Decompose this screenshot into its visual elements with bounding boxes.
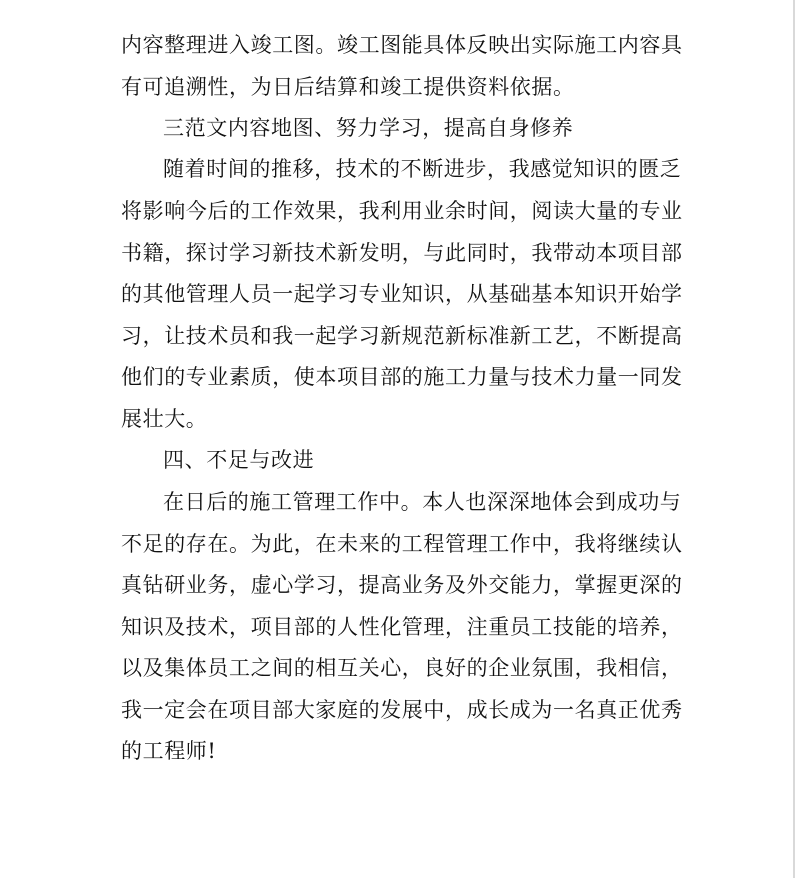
text-line: 书籍，探讨学习新技术新发明，与此同时，我带动本项目部 <box>121 241 683 265</box>
text-line: 知识及技术，项目部的人性化管理，注重员工技能的培养， <box>121 615 683 639</box>
text-line: 真钻研业务，虚心学习，提高业务及外交能力，掌握更深的 <box>121 573 683 597</box>
text-line: 随着时间的推移，技术的不断进步，我感觉知识的匮乏 <box>163 157 682 181</box>
text-line: 以及集体员工之间的相互关心，良好的企业氛围，我相信， <box>121 656 683 680</box>
section-heading: 三范文内容地图、努力学习，提高自身修养 <box>163 116 574 140</box>
text-line: 展壮大。 <box>121 407 208 431</box>
text-line: 习，让技术员和我一起学习新规范新标准新工艺，不断提高 <box>121 324 683 348</box>
text-line: 我一定会在项目部大家庭的发展中，成长成为一名真正优秀 <box>121 698 683 722</box>
text-line: 有可追溯性，为日后结算和竣工提供资料依据。 <box>121 75 575 99</box>
text-line: 在日后的施工管理工作中。本人也深深地体会到成功与 <box>163 490 682 514</box>
text-line: 不足的存在。为此，在未来的工程管理工作中，我将继续认 <box>121 532 683 556</box>
section-heading: 四、不足与改进 <box>163 448 315 472</box>
text-line: 将影响今后的工作效果，我利用业余时间，阅读大量的专业 <box>121 199 683 223</box>
text-line: 的工程师! <box>121 739 217 763</box>
text-line: 他们的专业素质，使本项目部的施工力量与技术力量一同发 <box>121 365 683 389</box>
text-line: 内容整理进入竣工图。竣工图能具体反映出实际施工内容具 <box>121 33 683 57</box>
text-line: 的其他管理人员一起学习专业知识，从基础基本知识开始学 <box>121 282 683 306</box>
